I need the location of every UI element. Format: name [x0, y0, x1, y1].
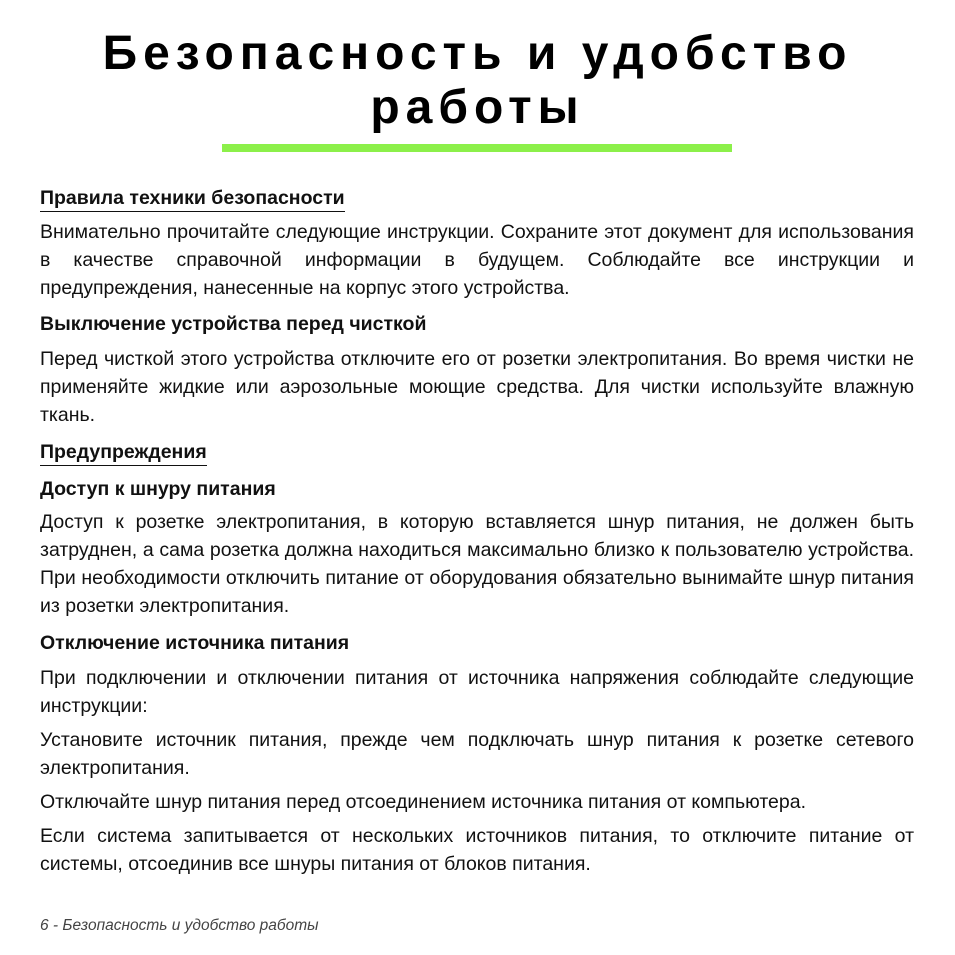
section-heading-safety-rules: Правила техники безопасности [40, 185, 345, 212]
paragraph-safety-rules: Внимательно прочитайте следующие инструкции. Сохраните этот документ для использования в качестве справочной информации в будущем. Соблюдайте все инструкции и предупреждения, нанесенные на корпус этого устройства. [40, 221, 914, 299]
paragraph-power-source-4: Если система запитывается от нескольких источников питания, то отключите питание от системы, отсоединив все шнуры питания от блоков питания. [40, 825, 914, 875]
page-title-line2: работы [370, 81, 585, 134]
section-power-off-cleaning [40, 311, 914, 429]
section-heading-power-source-disconnect: Отключение источника питания [40, 632, 350, 654]
page-footer: 6 - Безопасность и удобство работы [40, 917, 319, 934]
paragraph-power-off-cleaning: Перед чисткой этого устройства отключите его от розетки электропитания. Во время чистки не применяйте жидкие или аэрозольные моющие средства. Для чистки используйте влажную ткань. [40, 348, 914, 426]
paragraph-power-source-3: Отключайте шнур питания перед отсоединением источника питания от компьютера. [40, 791, 806, 813]
section-heading-warnings: Предупреждения [40, 439, 207, 466]
paragraph-power-cord-access: Доступ к розетке электропитания, в которую вставляется шнур питания, не должен быть затруднен, а сама розетка должна находиться максимально близко к пользователю устройства. При необходимости отключить питание от оборудования обязательно вынимайте шнур питания из розетки электропитания. [40, 511, 914, 617]
page-title [0, 27, 955, 135]
section-heading-power-off-cleaning: Выключение устройства перед чисткой [40, 313, 427, 335]
section-power-source-disconnect [40, 630, 914, 878]
paragraph-power-source-1: При подключении и отключении питания от источника напряжения соблюдайте следующие инструкции: [40, 667, 914, 717]
section-warnings [40, 439, 914, 466]
section-heading-power-cord-access: Доступ к шнуру питания [40, 478, 276, 500]
page-title-line1: Безопасность и удобство [102, 27, 853, 80]
paragraph-power-source-2: Установите источник питания, прежде чем подключать шнур питания к розетке сетевого электропитания. [40, 729, 914, 779]
document-body [40, 185, 914, 878]
section-safety-rules [40, 185, 914, 302]
section-power-cord-access [40, 476, 914, 620]
title-underline-bar [222, 144, 732, 152]
